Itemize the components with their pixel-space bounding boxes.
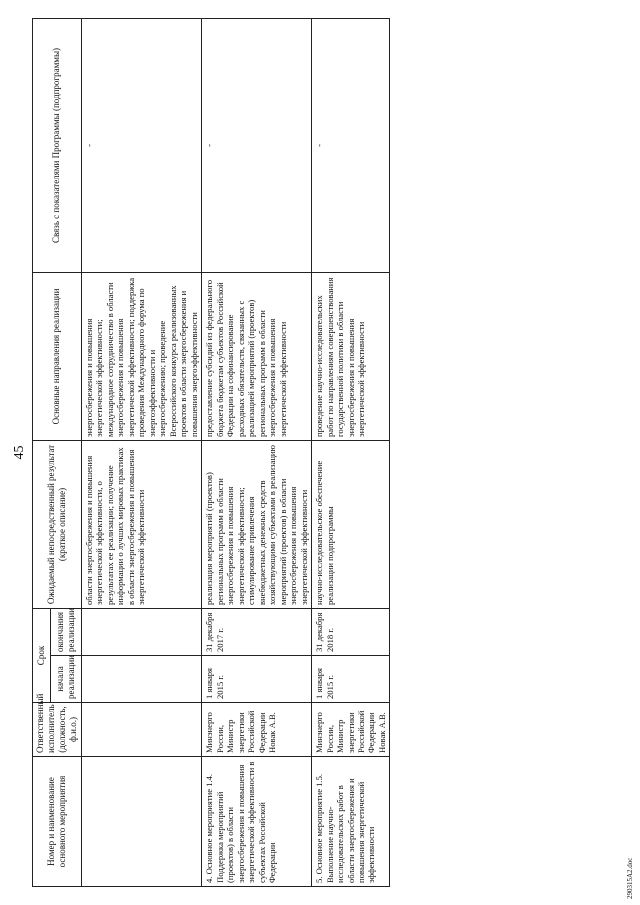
table-row — [202, 18, 312, 886]
row-end — [81, 608, 201, 655]
header-directions: Основные направления реализации — [33, 272, 82, 440]
header-start: начала реализации — [51, 656, 82, 703]
table-row — [312, 18, 390, 886]
row-responsible: Минэнерго России, Министр энергетики Российской Федерации Новак А.В. — [202, 703, 312, 757]
row-directions: энергосбережения и повышения энергетической эффективности; международное сотрудничество в области энергосбережения и повышения энергетической эффективности; поддержка проведения Международного форума по энергоэффективности и энергосбережению; проведение Всероссийского конкурса реализованных проектов в области энергосбережения и повышения энергоэффективности — [81, 272, 201, 440]
row-link: - — [81, 18, 201, 272]
row-end: 31 декабря 2018 г. — [312, 608, 390, 655]
row-title: Основное мероприятие 1.4. Поддержка мероприятий (проектов) в области энергосбережения и повышения энергетической эффективности в субъектах Российской Федерации — [204, 761, 278, 883]
row-number: 4. — [204, 876, 215, 883]
row-result: научно-исследовательское обеспечение реализации подпрограммы — [312, 440, 390, 608]
header-responsible: Ответственный исполнитель (должность, ф.и.о.) — [33, 703, 82, 757]
table-row — [81, 18, 201, 886]
row-link: - — [312, 18, 390, 272]
row-directions: предоставление субсидий из федерального бюджета бюджетам субъектов Российской Федерации на софинансирование расходных обязательств, связанных с реализацией мероприятий (проектов) региональных программ в области энергосбережения и повышения энергетической эффективности — [202, 272, 312, 440]
row-result: реализация мероприятий (проектов) региональных программ в области энергосбережения и повышения энергетической эффективности; стимулирование привлечения внебюджетных денежных средств хозяйствующими субъектами в реализацию мероприятий (проектов) в области энергосбережения и повышения энергетической эффективности — [202, 440, 312, 608]
row-end: 31 декабря 2017 г. — [202, 608, 312, 655]
header-term: Срок — [33, 608, 51, 702]
row-name — [202, 757, 312, 887]
row-number: 5. — [314, 876, 325, 883]
page-number: 45 — [12, 445, 27, 460]
row-start: 1 января 2015 г. — [312, 656, 390, 703]
header-link: Связь с показателями Программы (подпрограммы) — [33, 18, 82, 272]
row-start — [81, 656, 201, 703]
header-name: Номер и наименование основного мероприятия — [33, 757, 82, 887]
document-footer: 290315A2.doc — [626, 857, 634, 899]
row-directions: проведение научно-исследовательских работ по направлениям совершенствования государственной политики в области энергосбережения и повышения энергетической эффективности — [312, 272, 390, 440]
row-responsible: Минэнерго России, Министр энергетики Российской Федерации Новак А.В. — [312, 703, 390, 757]
row-link: - — [202, 18, 312, 272]
row-result: области энергосбережения и повышения энергетической эффективности, о результатах ее реализации; получение информации о лучших мировых практиках в области энергосбережения и повышения энергетической эффективности — [81, 440, 201, 608]
row-start: 1 января 2015 г. — [202, 656, 312, 703]
header-result: Ожидаемый непосредственный результат (краткое описание) — [33, 440, 82, 608]
row-responsible — [81, 703, 201, 757]
row-name — [312, 757, 390, 887]
measures-table — [32, 18, 390, 887]
row-name — [81, 757, 201, 887]
header-end: окончания реализации — [51, 608, 82, 655]
row-title: Основное мероприятие 1.5. Выполнение научно-исследовательских работ в области энергосбережения и повышения энергетической эффективности — [314, 773, 377, 883]
header-row — [33, 18, 51, 886]
